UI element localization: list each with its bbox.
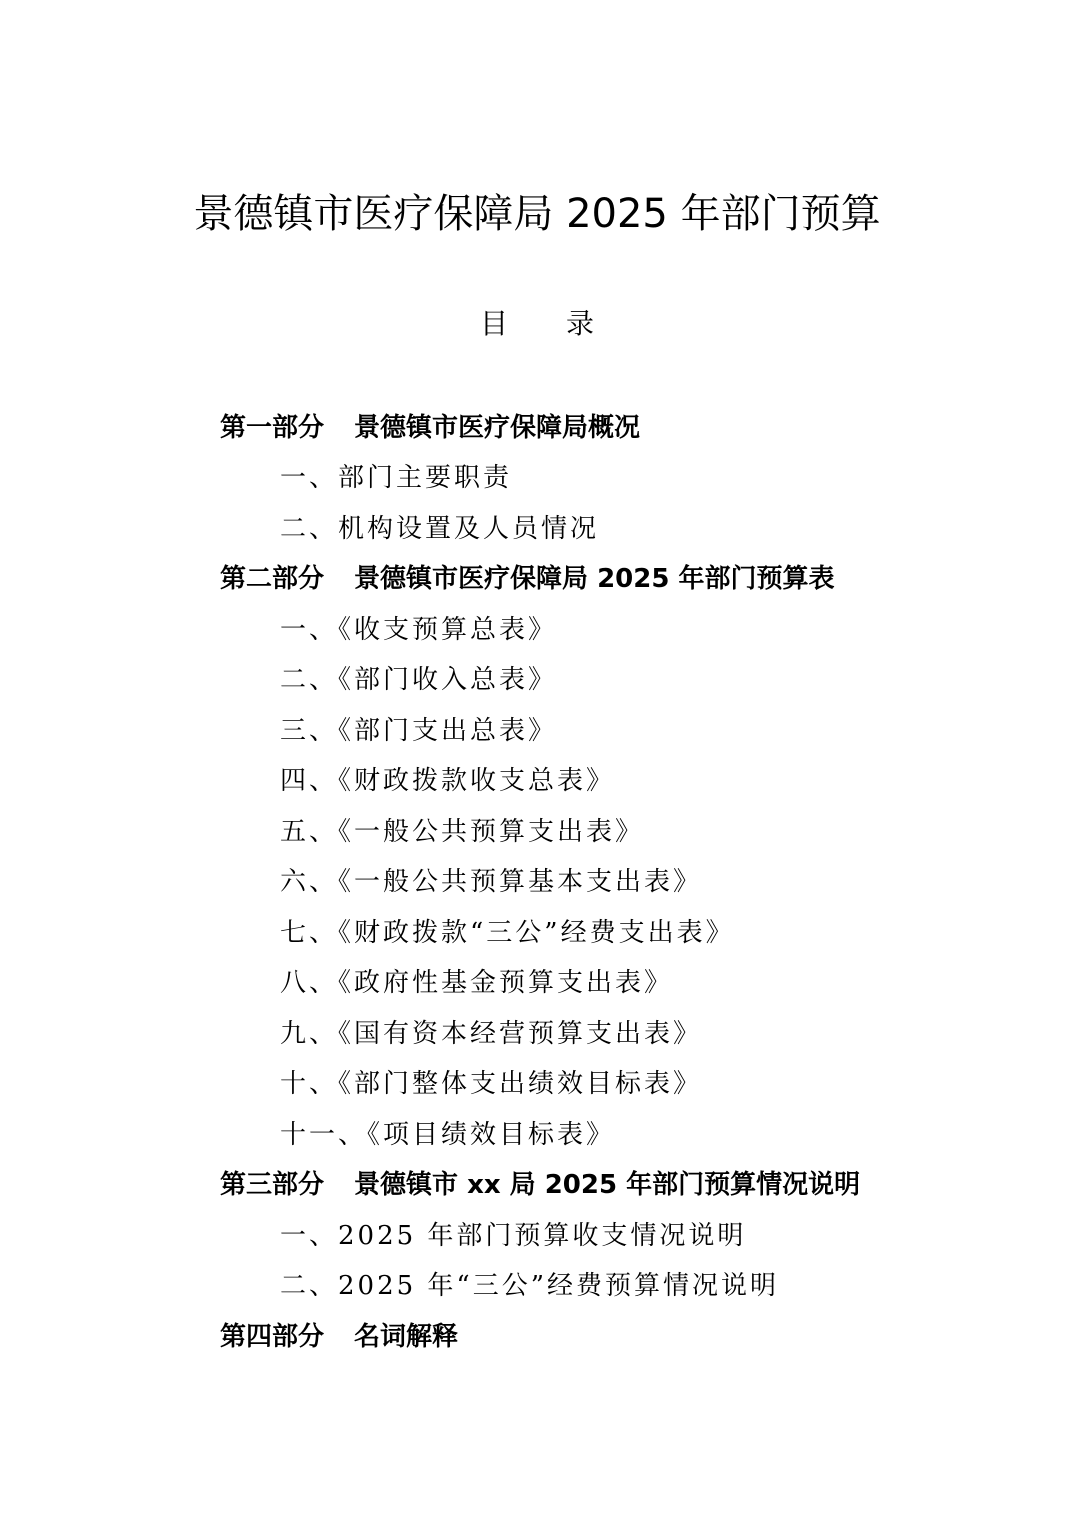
section-title: 景德镇市 xx 局 2025 年部门预算情况说明: [354, 1170, 861, 1200]
section-label: 第二部分: [220, 564, 325, 594]
toc-item[interactable]: 一、《收支预算总表》: [280, 615, 558, 645]
toc-item[interactable]: 十、《部门整体支出绩效目标表》: [280, 1069, 703, 1099]
toc-item[interactable]: 十一、《项目绩效目标表》: [280, 1120, 616, 1150]
toc-item[interactable]: 二、《部门收入总表》: [280, 665, 558, 695]
toc-item[interactable]: 一、2025 年部门预算收支情况说明: [280, 1221, 747, 1251]
toc-item[interactable]: 九、《国有资本经营预算支出表》: [280, 1019, 703, 1049]
toc-item[interactable]: 七、《财政拨款“三公”经费支出表》: [280, 918, 735, 948]
toc-item[interactable]: 五、《一般公共预算支出表》: [280, 817, 645, 847]
toc-item[interactable]: 八、《政府性基金预算支出表》: [280, 968, 674, 998]
section-label: 第一部分: [220, 413, 325, 443]
toc-heading-left: 目: [479, 307, 508, 340]
document-title: 景德镇市医疗保障局 2025 年部门预算: [193, 191, 881, 237]
section-title: 名词解释: [354, 1322, 459, 1352]
toc-section-3[interactable]: [220, 1162, 860, 1208]
toc-section-2[interactable]: [220, 556, 834, 602]
toc-section-4[interactable]: [220, 1314, 458, 1360]
toc-heading-right: 录: [566, 307, 595, 340]
toc-item[interactable]: 二、2025 年“三公”经费预算情况说明: [280, 1271, 780, 1301]
toc-item[interactable]: 一、部门主要职责: [280, 463, 513, 493]
toc-item[interactable]: 二、机构设置及人员情况: [280, 514, 600, 544]
toc-item[interactable]: 四、《财政拨款收支总表》: [280, 766, 616, 796]
section-title: 景德镇市医疗保障局 2025 年部门预算表: [354, 564, 835, 594]
toc-item[interactable]: 三、《部门支出总表》: [280, 716, 558, 746]
toc-section-1[interactable]: [220, 405, 640, 451]
toc-item[interactable]: 六、《一般公共预算基本支出表》: [280, 867, 703, 897]
section-label: 第三部分: [220, 1170, 325, 1200]
section-label: 第四部分: [220, 1322, 325, 1352]
section-title: 景德镇市医疗保障局概况: [354, 413, 641, 443]
